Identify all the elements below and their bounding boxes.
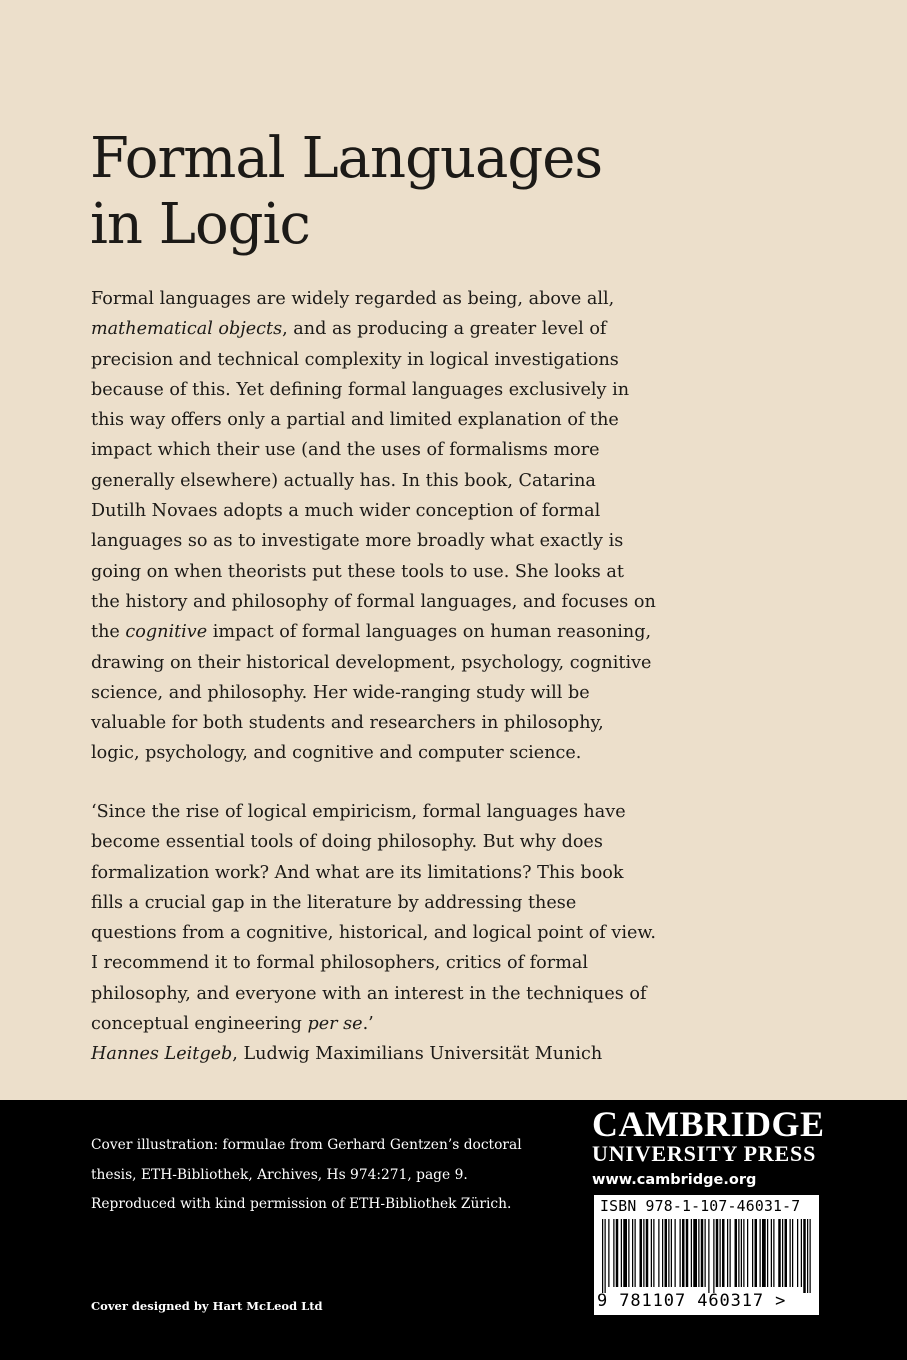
- barcode-bar: [608, 1219, 609, 1287]
- barcode-bar: [792, 1219, 793, 1287]
- book-description: [91, 284, 656, 769]
- barcode-bar: [720, 1219, 721, 1287]
- barcode-bar: [752, 1219, 753, 1287]
- barcode-bar: [680, 1219, 681, 1287]
- barcode-bar: [790, 1219, 791, 1287]
- quote-text-2: .’: [362, 1014, 374, 1035]
- barcode-bar: [747, 1219, 748, 1287]
- barcode-bar: [727, 1219, 728, 1287]
- book-title: [90, 126, 730, 258]
- barcode-bar: [698, 1219, 699, 1287]
- isbn-label: ISBN 978-1-107-46031-7: [600, 1198, 801, 1215]
- barcode-bar: [760, 1219, 761, 1287]
- barcode-bar: [682, 1219, 685, 1287]
- barcode-bar: [741, 1219, 742, 1287]
- barcode-bar: [621, 1219, 622, 1287]
- blurb-emphasis-2: cognitive: [125, 622, 208, 643]
- barcode-bar: [743, 1219, 744, 1287]
- barcode-bar: [778, 1219, 781, 1287]
- publisher-name: CAMBRIDGE: [592, 1104, 825, 1144]
- barcode-bar: [646, 1219, 649, 1287]
- publisher-logo: [592, 1104, 825, 1188]
- barcode-bar: [640, 1219, 643, 1287]
- barcode-bar: [807, 1219, 808, 1293]
- barcode-bar: [782, 1219, 783, 1287]
- review-attribution: [91, 1039, 656, 1069]
- barcode-bar: [662, 1219, 663, 1287]
- title-line-1: Formal Languages: [90, 126, 603, 191]
- barcode-bar: [613, 1219, 614, 1287]
- barcode-bar: [686, 1219, 689, 1287]
- cover-designer-credit: Cover designed by Hart McLeod Ltd: [91, 1299, 323, 1313]
- barcode-bar: [665, 1219, 668, 1287]
- barcode-bar: [771, 1219, 772, 1287]
- barcode-bar: [801, 1219, 802, 1287]
- barcode-bar: [730, 1219, 731, 1287]
- barcode-bar: [810, 1219, 811, 1293]
- barcode-bar: [628, 1219, 629, 1287]
- barcode-bar: [785, 1219, 788, 1287]
- barcode-bar: [773, 1219, 774, 1287]
- quote-emphasis: per se: [307, 1014, 363, 1035]
- barcode-bar: [602, 1219, 603, 1293]
- barcode-bar: [653, 1219, 654, 1287]
- barcode-bar: [651, 1219, 652, 1287]
- barcode-bar: [708, 1219, 709, 1293]
- barcode-bar: [755, 1219, 758, 1287]
- barcode-bar: [735, 1219, 738, 1287]
- barcode-bar: [623, 1219, 627, 1287]
- barcode-icon: [594, 1217, 819, 1293]
- publisher-subtitle: UNIVERSITY PRESS: [592, 1141, 817, 1166]
- reviewer-affiliation: , Ludwig Maximilians Universität Munich: [232, 1044, 603, 1065]
- blurb-emphasis-1: mathematical objects: [91, 319, 283, 340]
- barcode-bar: [635, 1219, 636, 1287]
- barcode-bar: [797, 1219, 798, 1287]
- review-quote: [91, 797, 656, 1070]
- barcode-bar: [691, 1219, 692, 1287]
- title-line-2: in Logic: [90, 192, 310, 257]
- barcode-bar: [693, 1219, 697, 1287]
- blurb-text-2: , and as producing a greater level of precision and technical complexity in logical investigations because of this. Yet defining formal languages exclusively in this way offers only a partial and limited explanation of the impact which their use (and the uses of formalisms more generally elsewhere) actually has. In this book, Catarina Dutilh Novaes adopts a much wider conception of formal languages so as to investigate more broadly what exactly is going on when theorists put these tools to use. She looks at the history and philosophy of formal languages, and focuses on the: [91, 319, 656, 643]
- barcode-bar: [675, 1219, 676, 1287]
- blurb-text-3: impact of formal languages on human reasoning, drawing on their historical development, psychology, cognitive science, and philosophy. Her wide-ranging study will be valuable for both students and researchers in philosophy, logic, psychology, and cognitive and computer science.: [91, 622, 652, 764]
- barcode-digits: 9 781107 460317 >: [597, 1291, 787, 1311]
- barcode-bar: [643, 1219, 644, 1287]
- barcode-bar: [803, 1219, 806, 1293]
- barcode-bar: [705, 1219, 706, 1287]
- isbn-barcode-panel: [594, 1195, 819, 1315]
- reviewer-name: Hannes Leitgeb: [91, 1044, 233, 1065]
- barcode-bar: [767, 1219, 768, 1287]
- barcode-bar: [668, 1219, 669, 1287]
- barcode-bar: [605, 1219, 606, 1293]
- barcode-bar: [716, 1219, 719, 1287]
- footer-band: [0, 1100, 907, 1360]
- publisher-url: www.cambridge.org: [592, 1172, 757, 1188]
- quote-text-1: ‘Since the rise of logical empiricism, formal languages have become essential tools of doing philosophy. But why does formalization work? And what are its limitations? This book fills a crucial gap in the literature by addressing these questions from a cognitive, historical, and logical point of view. I recommend it to formal philosophers, critics of formal philosophy, and everyone with an interest in the techniques of conceptual engineering: [91, 802, 656, 1035]
- barcode-bar: [701, 1219, 704, 1287]
- barcode-bar: [671, 1219, 672, 1287]
- barcode-bar: [762, 1219, 766, 1287]
- barcode-bar: [738, 1219, 739, 1287]
- barcode-bar: [632, 1219, 633, 1287]
- cover-illustration-credit: Cover illustration: formulae from Gerhard Gentzen’s doctoral thesis, ETH-Bibliothek, Archives, Hs 974:271, page 9. Reproduced with kind permission of ETH-Bibliothek Zürich.: [91, 1137, 522, 1212]
- barcode-bar: [722, 1219, 725, 1287]
- barcode-bar: [658, 1219, 659, 1287]
- barcode-bar: [713, 1219, 714, 1293]
- barcode-bar: [616, 1219, 619, 1287]
- blurb-text-1: Formal languages are widely regarded as being, above all,: [91, 289, 615, 309]
